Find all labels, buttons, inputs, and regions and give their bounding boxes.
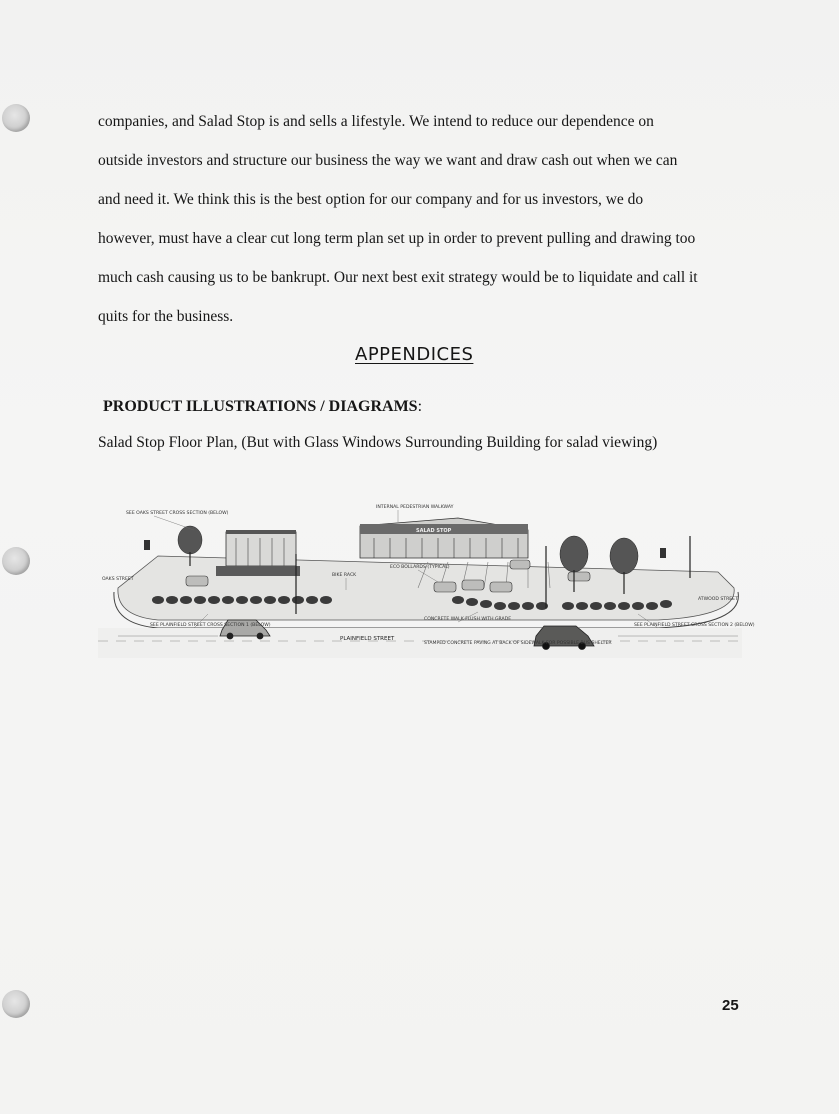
- illustration-caption: Salad Stop Floor Plan, (But with Glass Windows Surrounding Building for salad viewing): [98, 434, 658, 451]
- section-heading: [103, 398, 422, 416]
- label-concrete-walk: CONCRETE WALK FLUSH WITH GRADE: [424, 617, 512, 622]
- label-pedestrian-walkway: INTERNAL PEDESTRIAN WALKWAY: [376, 505, 454, 510]
- label-stamped-paving: STAMPED CONCRETE PAVING AT BACK OF SIDEWALK FOR POSSIBLE BUS SHELTER: [424, 641, 612, 646]
- label-bike-rack: BIKE RACK: [332, 573, 357, 578]
- binder-hole-middle: [2, 547, 30, 575]
- body-paragraph: [98, 110, 748, 344]
- building-sign: SALAD STOP: [416, 528, 452, 534]
- page-number: 25: [722, 997, 739, 1014]
- label-plainfield-section-1: SEE PLAINFIELD STREET CROSS SECTION 1 (BELOW): [150, 623, 271, 628]
- paragraph-line: quits for the business.: [98, 308, 234, 325]
- label-oak-section: SEE OAKS STREET CROSS SECTION (BELOW): [126, 511, 229, 516]
- floor-plan-illustration: [98, 496, 755, 678]
- label-bollards: ECO BOLLARDS (TYPICAL): [390, 565, 450, 570]
- label-plainfield-section-2: SEE PLAINFIELD STREET CROSS SECTION 2 (BELOW): [634, 623, 755, 628]
- paragraph-line: outside investors and structure our business the way we want and draw cash out when we can: [98, 152, 678, 169]
- paragraph-line: however, must have a clear cut long term plan set up in order to prevent pulling and drawing too: [98, 230, 696, 247]
- section-heading-colon: :: [417, 398, 423, 415]
- label-oaks-street: OAKS STREET: [102, 577, 134, 582]
- paragraph-line: and need it. We think this is the best option for our company and for us investors, we do: [98, 191, 644, 208]
- label-atwood-street: ATWOOD STREET: [698, 597, 738, 602]
- binder-hole-top: [2, 104, 30, 132]
- appendices-title: APPENDICES: [355, 344, 474, 365]
- paragraph-line: companies, and Salad Stop is and sells a lifestyle. We intend to reduce our dependence on: [98, 113, 654, 130]
- binder-hole-bottom: [2, 990, 30, 1018]
- label-plainfield-street: PLAINFIELD STREET: [340, 636, 395, 642]
- section-heading-label: PRODUCT ILLUSTRATIONS / DIAGRAMS: [103, 398, 418, 415]
- paragraph-line: much cash causing us to be bankrupt. Our next best exit strategy would be to liquidate and call it: [98, 269, 698, 286]
